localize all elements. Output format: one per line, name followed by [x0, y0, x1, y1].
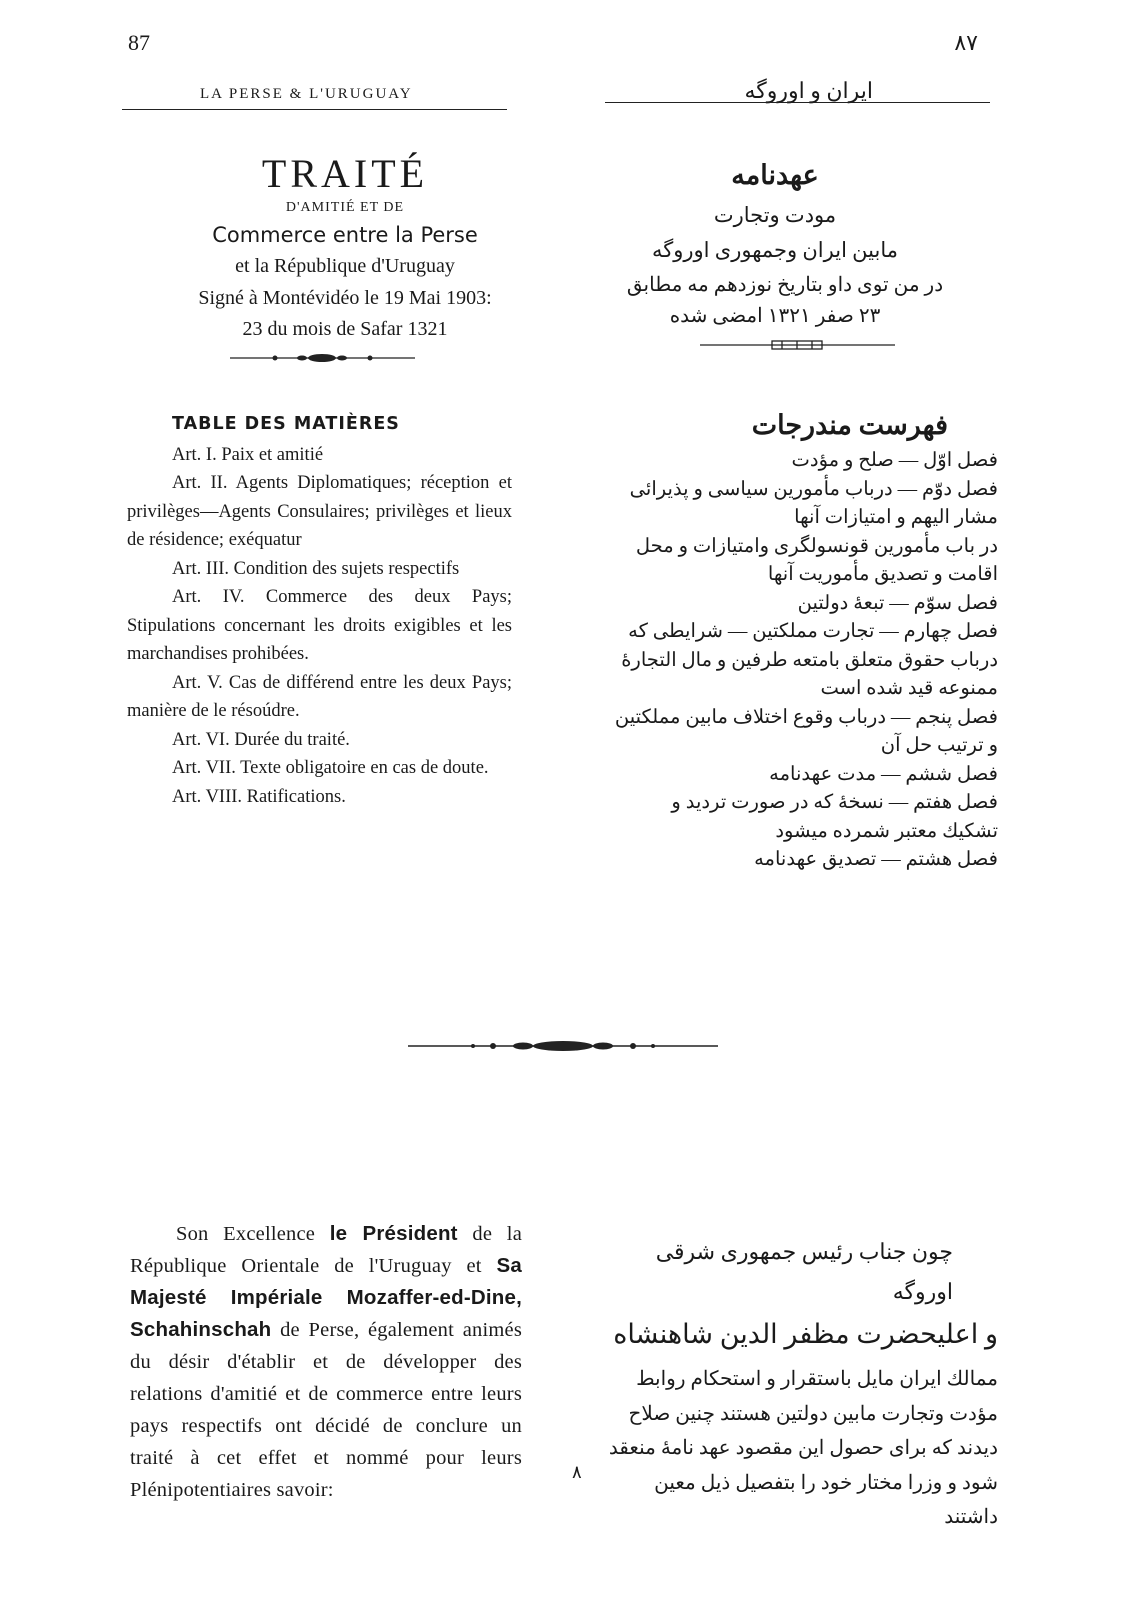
- toc-fa-item: فصل سوّم — تبعهٔ دولتین: [797, 592, 998, 614]
- title-fa-line3: مابین ایران وجمهوری اوروگه: [652, 238, 898, 262]
- toc-fa-item: فصل هفتم — نسخهٔ که در صورت تردید و تشکیك معتبر شمرده میشود: [671, 792, 998, 842]
- ornament-divider-center: [408, 1038, 718, 1054]
- toc-fa-item: فصل پنجم — درباب وقوع اختلاف مابین مملکتین و ترتیب حل آن: [614, 706, 998, 756]
- preamble-fa-line1: چون جناب رئیس جمهوری شرقی اوروگه: [655, 1239, 953, 1304]
- header-rule-right: [605, 102, 990, 103]
- toc-fr-item: Art. II. Agents Diplomatiques; réception et privilèges—Agents Consulaires; privilèges et lieux de résidence; exéquatur: [127, 473, 512, 550]
- page-number-left: 87: [128, 30, 150, 55]
- margin-marker: ۸: [572, 1462, 582, 1482]
- preamble-fr-text: Son Excellence: [176, 1223, 330, 1245]
- treaty-title-fa: عهدنامه: [731, 160, 819, 190]
- ornament-divider-fr: [230, 352, 415, 364]
- treaty-title: TRAITÉ: [261, 151, 429, 196]
- toc-fr: [127, 410, 512, 811]
- page-number-right: ۸۷: [954, 30, 978, 55]
- toc-fa-item: فصل ششم — مدت عهدنامه: [769, 763, 998, 785]
- preamble-fa-line2: و اعلیحضرت مظفر الدین شاهنشاه: [613, 1319, 998, 1349]
- title-fa-line4: در من توی داو بتاریخ نوزدهم مه مطابق: [626, 274, 944, 296]
- title-subtitle: D'AMITIÉ ET DE: [285, 200, 405, 215]
- title-fa-line5: ۲۳ صفر ۱۳۲۱ امضی شده: [669, 305, 881, 327]
- toc-fr-item: Art. III. Condition des sujets respectifs: [172, 558, 460, 579]
- preamble-fr-text: de la République Orientale de l'Uruguay et: [130, 1223, 522, 1277]
- toc-fa: [613, 405, 998, 875]
- title-line-signed: Signé à Montévidéo le 19 Mai 1903:: [198, 287, 492, 309]
- toc-fa-item: فصل دوّم — درباب مأمورین سیاسی و پذیرائی مشار الیهم و امتیازات آنها: [629, 478, 998, 528]
- toc-fr-item: Art. VI. Durée du traité.: [172, 729, 350, 750]
- toc-fr-item: Art. IV. Commerce des deux Pays; Stipulations concernant les droits exigibles et les marchandises prohibées.: [127, 587, 512, 664]
- preamble-fa: [608, 1232, 998, 1535]
- running-title-fr: LA PERSE & L'URUGUAY: [200, 86, 413, 102]
- ornament-divider-fa: [700, 339, 895, 351]
- toc-fa-item: فصل چهارم — تجارت مملکتین — شرایطی که درباب حقوق متعلق بامتعه طرفین و مال التجارهٔ ممنوعه قید شده است: [621, 621, 998, 699]
- preamble-fr: [130, 1218, 522, 1506]
- running-title-fa: ایران و اوروگه: [744, 78, 873, 103]
- toc-fr-item: Art. I. Paix et amitié: [172, 444, 324, 465]
- title-fa-line2: مودت وتجارت: [713, 203, 837, 227]
- toc-fa-item: در باب مأمورین قونسولگری وامتیازات و محل اقامت و تصدیق مأموریت آنها: [635, 535, 998, 585]
- title-line-date: 23 du mois de Safar 1321: [242, 318, 448, 340]
- preamble-fa-rest: ممالك ایران مایل باستقرار و استحکام روابط مؤدت وتجارت مابین دولتین هستند چنین صلاح دیدند که برای حصول این مقصود عهد نامهٔ منعقد شود و وزرا مختار خود را بتفصیل ذیل معین داشتند: [608, 1368, 998, 1528]
- toc-fr-item: Art. VIII. Ratifications.: [172, 786, 346, 807]
- preamble-fr-shah: Sa Majesté Impériale Mozaffer-ed-Dine, Schahinschah: [130, 1254, 522, 1341]
- toc-fa-heading: فهرست مندرجات: [751, 410, 948, 440]
- toc-fr-item: Art. VII. Texte obligatoire en cas de doute.: [172, 758, 489, 778]
- title-line-republique: et la République d'Uruguay: [235, 255, 455, 277]
- toc-fa-item: فصل هشتم — تصدیق عهدنامه: [754, 849, 998, 870]
- title-line-commerce: Commerce entre la Perse: [212, 223, 478, 247]
- preamble-fr-president: le Président: [329, 1222, 458, 1245]
- toc-fr-heading: TABLE DES MATIÈRES: [172, 414, 400, 434]
- toc-fa-item: فصل اوّل — صلح و مؤدت: [791, 450, 998, 471]
- preamble-fr-text: de Perse, également animés du désir d'établir et de développer des relations d'amitié et de commerce entre leurs pays respectifs ont décidé de conclure un traité à cet effet et nommé pour leurs Plénipotentiaires savoir:: [130, 1319, 522, 1501]
- toc-fr-item: Art. V. Cas de différend entre les deux Pays; manière de le résoúdre.: [127, 672, 512, 721]
- header-rule-left: [122, 109, 507, 110]
